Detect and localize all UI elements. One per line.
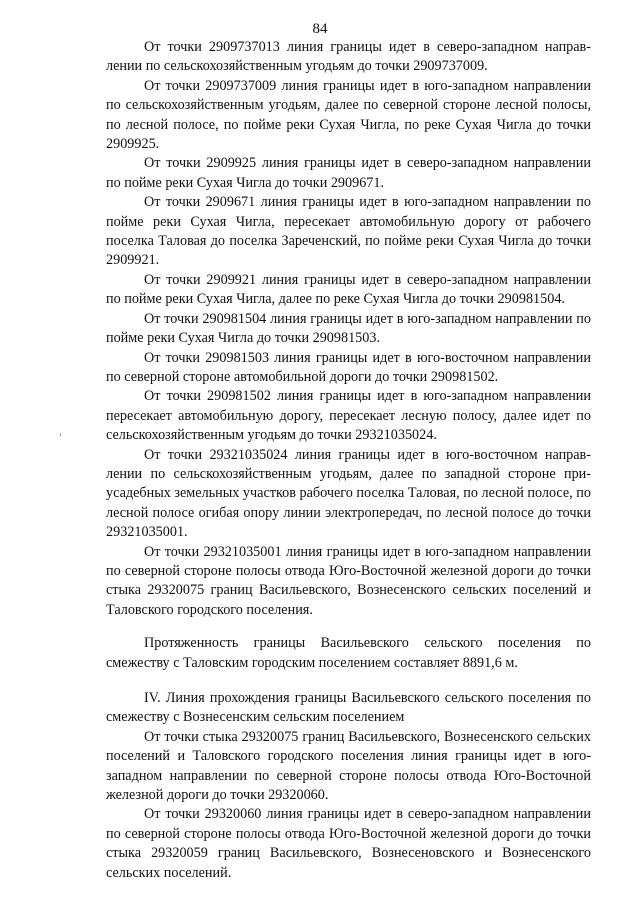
section-paragraph: От точки стыка 29320075 границ Васильевского, Вознесенского сельских поселений и Таловского городского поселения линия границы идет в юго-западном направлении по северной стороне полосы отвода Юго-Восточной железной дороги до точки 29320060. [106,728,591,804]
paragraph: От точки 2909921 линия границы идет в северо-западном направлении по пойме реки Сухая Чигла, далее по реке Сухая Чигла до точки 290981504. [106,271,591,308]
paragraph: От точки 2909671 линия границы идет в юго-западном направлении по пойме реки Сухая Чигла, пересекает автомобильную дорогу от рабочего поселка Таловая до поселка Зареченский, по пойме реки Сухая Чигла до точки 2909921. [106,194,591,269]
paragraph: От точки 290981504 линия границы идет в юго-западном направлении по пойме реки Сухая Чигла до точки 290981503. [106,310,591,347]
paragraph: От точки 29321035001 линия границы идет в юго-западном направлении по северной стороне полосы отвода Юго-Восточной железной дороги до точки стыка 29320075 границ Васильевского, Вознесенского сельских поселений и Таловского городского поселения. [106,543,591,618]
paragraph: От точки 2909737013 линия границы идет в северо-западном направлении по сельскохозяйственным угодьям до точки 2909737009. [106,39,591,75]
paragraph: От точки 290981503 линия границы идет в юго-восточном направлении по северной стороне автомобильной дороги до точки 290981502. [106,349,591,385]
section-heading: IV. Линия прохождения границы Васильевского сельского поселения по смежеству с Вознесенским сельским поселением [106,690,591,726]
section-paragraph: От точки 29320060 линия границы идет в северо-западном направлении по северной стороне полосы отвода Юго-Восточной железной дороги до точки стыка 29320059 границ Васильевского, Вознесеновского и Вознесенского сельских поселений. [106,806,591,881]
paragraph: От точки 29321035024 линия границы идет в юго-восточном направлении по сельскохозяйственным угодьям, далее по западной стороне приусадебных земельных участков рабочего поселка Таловая, по лесной полосе, по лесной полосе огибая опору линии электропередач, по лесной полосе до точки 29321035001. [106,446,591,541]
paragraph: От точки 290981502 линия границы идет в юго-западном направлении пересекает автомобильную дорогу, пересекает лесную полосу, далее идет по сельскохозяйственным угодьям до точки 29321035024. [106,388,591,444]
scan-artifact-mark [60,433,61,436]
paragraph: От точки 2909737009 линия границы идет в юго-западном направлении по сельскохозяйственным угодьям, далее по северной стороне лесной полосы, по лесной полосе, по пойме реки Сухая Чигла, по реке Сухая Чигла до точки 2909925. [106,77,591,153]
paragraph: От точки 2909925 линия границы идет в северо-западном направлении по пойме реки Сухая Чигла до точки 2909671. [106,155,591,191]
paragraph-summary: Протяженность границы Васильевского сельского поселения по смежеству с Таловским городским поселением составляет 8891,6 м. [106,635,591,671]
page-number: 84 [312,21,328,37]
document-body [106,38,591,883]
